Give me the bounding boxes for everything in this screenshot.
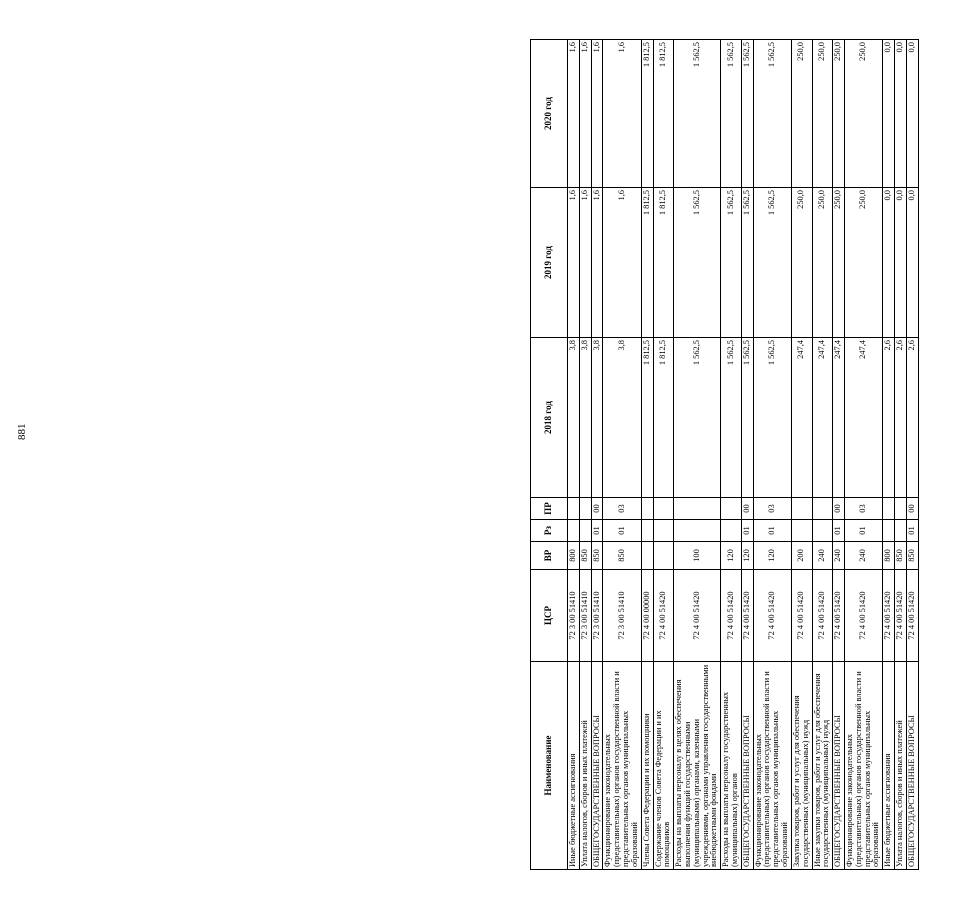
cell-2019: 1 562,5 xyxy=(721,188,742,338)
table-row xyxy=(591,40,603,870)
cell-rz xyxy=(579,520,591,542)
cell-pr xyxy=(674,498,721,520)
cell-vr xyxy=(653,542,674,570)
cell-rz: 01 xyxy=(591,520,603,542)
cell-2019: 0,0 xyxy=(895,188,907,338)
header-rz: Рз xyxy=(531,520,568,542)
cell-csr: 72 3 00 51410 xyxy=(591,570,603,662)
cell-name: ОБЩЕГОСУДАРСТВЕННЫЕ ВОПРОСЫ xyxy=(741,662,753,870)
cell-2020: 0,0 xyxy=(895,40,907,188)
cell-2020: 1 812,5 xyxy=(641,40,653,188)
cell-vr xyxy=(641,542,653,570)
cell-rz xyxy=(883,520,895,542)
cell-2020: 250,0 xyxy=(844,40,882,188)
cell-rz xyxy=(674,520,721,542)
cell-2018: 3,8 xyxy=(603,338,641,498)
cell-csr: 72 4 00 51420 xyxy=(833,570,845,662)
cell-pr: 03 xyxy=(844,498,882,520)
cell-csr: 72 4 00 51420 xyxy=(906,570,918,662)
cell-2020: 250,0 xyxy=(791,40,812,188)
cell-rz: 01 xyxy=(753,520,791,542)
table-row xyxy=(753,40,791,870)
table-row xyxy=(906,40,918,870)
cell-pr xyxy=(812,498,833,520)
cell-rz xyxy=(568,520,580,542)
cell-2018: 2,6 xyxy=(895,338,907,498)
cell-vr: 200 xyxy=(791,542,812,570)
cell-name: ОБЩЕГОСУДАРСТВЕННЫЕ ВОПРОСЫ xyxy=(906,662,918,870)
cell-pr xyxy=(653,498,674,520)
cell-2019: 250,0 xyxy=(833,188,845,338)
cell-vr: 850 xyxy=(591,542,603,570)
cell-rz: 01 xyxy=(603,520,641,542)
cell-csr: 72 4 00 51420 xyxy=(812,570,833,662)
cell-name: Содержание членов Совета Федерации и их помощников xyxy=(653,662,674,870)
cell-2018: 247,4 xyxy=(812,338,833,498)
cell-pr: 00 xyxy=(833,498,845,520)
cell-2020: 1 812,5 xyxy=(653,40,674,188)
cell-2018: 3,8 xyxy=(591,338,603,498)
cell-vr: 850 xyxy=(603,542,641,570)
cell-name: Функционирование законодательных (представительных) органов государственной власти и представительных органов муниципальных образований xyxy=(753,662,791,870)
cell-2020: 0,0 xyxy=(883,40,895,188)
cell-name: Закупка товаров, работ и услуг для обеспечения государственных (муниципальных) нужд xyxy=(791,662,812,870)
cell-pr: 00 xyxy=(906,498,918,520)
cell-2018: 247,4 xyxy=(833,338,845,498)
cell-vr: 850 xyxy=(579,542,591,570)
cell-name: ОБЩЕГОСУДАРСТВЕННЫЕ ВОПРОСЫ xyxy=(591,662,603,870)
cell-pr: 03 xyxy=(603,498,641,520)
cell-pr xyxy=(791,498,812,520)
cell-2019: 1,6 xyxy=(591,188,603,338)
cell-pr xyxy=(579,498,591,520)
cell-vr: 800 xyxy=(883,542,895,570)
cell-2020: 1,6 xyxy=(568,40,580,188)
cell-2019: 0,0 xyxy=(906,188,918,338)
cell-rz: 01 xyxy=(833,520,845,542)
table-row xyxy=(883,40,895,870)
table-header-row xyxy=(531,40,568,870)
cell-csr: 72 4 00 51420 xyxy=(883,570,895,662)
table-row xyxy=(791,40,812,870)
cell-2019: 1 562,5 xyxy=(674,188,721,338)
cell-2020: 1 562,5 xyxy=(674,40,721,188)
cell-name: Расходы на выплаты персоналу государственных (муниципальных) органов xyxy=(721,662,742,870)
cell-2018: 247,4 xyxy=(791,338,812,498)
header-name: Наименование xyxy=(531,662,568,870)
table-row xyxy=(603,40,641,870)
cell-pr: 03 xyxy=(753,498,791,520)
cell-2018: 1 562,5 xyxy=(721,338,742,498)
cell-pr: 00 xyxy=(591,498,603,520)
cell-rz xyxy=(895,520,907,542)
cell-csr: 72 4 00 51420 xyxy=(741,570,753,662)
cell-name: Иные бюджетные ассигнования xyxy=(568,662,580,870)
cell-2020: 1 562,5 xyxy=(741,40,753,188)
cell-2018: 3,8 xyxy=(568,338,580,498)
cell-vr: 240 xyxy=(833,542,845,570)
cell-vr: 850 xyxy=(906,542,918,570)
cell-pr xyxy=(568,498,580,520)
cell-2020: 1,6 xyxy=(591,40,603,188)
cell-name: Расходы на выплаты персоналу в целях обеспечения выполнения функций государственными (муниципальными) органами, казенными учреждениями, органами управления государственными внебюджетными фондами xyxy=(674,662,721,870)
cell-rz xyxy=(791,520,812,542)
cell-csr: 72 4 00 51420 xyxy=(844,570,882,662)
cell-2020: 1 562,5 xyxy=(753,40,791,188)
cell-name: Функционирование законодательных (представительных) органов государственной власти и представительных органов муниципальных образований xyxy=(844,662,882,870)
cell-2019: 1 812,5 xyxy=(641,188,653,338)
table-row xyxy=(833,40,845,870)
cell-name: Уплата налогов, сборов и иных платежей xyxy=(579,662,591,870)
cell-2020: 250,0 xyxy=(833,40,845,188)
cell-name: Иные закупки товаров, работ и услуг для обеспечения государственных (муниципальных) нужд xyxy=(812,662,833,870)
cell-2019: 1 562,5 xyxy=(753,188,791,338)
cell-2019: 1,6 xyxy=(579,188,591,338)
header-pr: ПР xyxy=(531,498,568,520)
cell-rz xyxy=(641,520,653,542)
cell-csr: 72 3 00 51410 xyxy=(568,570,580,662)
cell-2018: 1 562,5 xyxy=(753,338,791,498)
cell-csr: 72 4 00 51420 xyxy=(753,570,791,662)
cell-2020: 0,0 xyxy=(906,40,918,188)
cell-csr: 72 4 00 51420 xyxy=(653,570,674,662)
table-row xyxy=(844,40,882,870)
cell-2020: 1,6 xyxy=(579,40,591,188)
cell-rz: 01 xyxy=(741,520,753,542)
cell-csr: 72 4 00 51420 xyxy=(791,570,812,662)
budget-table xyxy=(530,39,919,870)
cell-2018: 2,6 xyxy=(883,338,895,498)
cell-rz xyxy=(653,520,674,542)
cell-vr: 120 xyxy=(753,542,791,570)
cell-vr: 120 xyxy=(741,542,753,570)
cell-2020: 1,6 xyxy=(603,40,641,188)
cell-2018: 3,8 xyxy=(579,338,591,498)
table-row xyxy=(721,40,742,870)
cell-pr xyxy=(641,498,653,520)
cell-pr xyxy=(895,498,907,520)
cell-vr: 800 xyxy=(568,542,580,570)
table-row xyxy=(674,40,721,870)
table-row xyxy=(812,40,833,870)
cell-csr: 72 4 00 00000 xyxy=(641,570,653,662)
cell-2019: 250,0 xyxy=(844,188,882,338)
cell-2018: 1 812,5 xyxy=(653,338,674,498)
cell-name: Уплата налогов, сборов и иных платежей xyxy=(895,662,907,870)
cell-2019: 0,0 xyxy=(883,188,895,338)
table-body xyxy=(568,40,919,870)
cell-name: Члены Совета Федерации и их помощники xyxy=(641,662,653,870)
cell-2019: 1,6 xyxy=(568,188,580,338)
cell-pr xyxy=(883,498,895,520)
cell-pr xyxy=(721,498,742,520)
cell-csr: 72 4 00 51420 xyxy=(721,570,742,662)
cell-rz xyxy=(721,520,742,542)
cell-2018: 247,4 xyxy=(844,338,882,498)
cell-vr: 240 xyxy=(844,542,882,570)
cell-2019: 1 562,5 xyxy=(741,188,753,338)
header-csr: ЦСР xyxy=(531,570,568,662)
header-2020: 2020 год xyxy=(531,40,568,188)
cell-rz: 01 xyxy=(906,520,918,542)
cell-2019: 250,0 xyxy=(791,188,812,338)
cell-pr: 00 xyxy=(741,498,753,520)
cell-csr: 72 4 00 51420 xyxy=(674,570,721,662)
cell-2018: 1 562,5 xyxy=(741,338,753,498)
cell-csr: 72 3 00 51410 xyxy=(603,570,641,662)
cell-name: Функционирование законодательных (представительных) органов государственной власти и представительных органов муниципальных образований xyxy=(603,662,641,870)
cell-2019: 1,6 xyxy=(603,188,641,338)
cell-2019: 250,0 xyxy=(812,188,833,338)
cell-vr: 100 xyxy=(674,542,721,570)
cell-2018: 1 562,5 xyxy=(674,338,721,498)
table-row xyxy=(579,40,591,870)
cell-rz: 01 xyxy=(844,520,882,542)
table-row xyxy=(568,40,580,870)
cell-2018: 2,6 xyxy=(906,338,918,498)
cell-csr: 72 3 00 51410 xyxy=(579,570,591,662)
header-2019: 2019 год xyxy=(531,188,568,338)
cell-2019: 1 812,5 xyxy=(653,188,674,338)
cell-csr: 72 4 00 51420 xyxy=(895,570,907,662)
table-row xyxy=(653,40,674,870)
header-vr: ВР xyxy=(531,542,568,570)
table-row xyxy=(641,40,653,870)
cell-name: ОБЩЕГОСУДАРСТВЕННЫЕ ВОПРОСЫ xyxy=(833,662,845,870)
cell-2020: 250,0 xyxy=(812,40,833,188)
cell-name: Иные бюджетные ассигнования xyxy=(883,662,895,870)
cell-2020: 1 562,5 xyxy=(721,40,742,188)
cell-vr: 240 xyxy=(812,542,833,570)
table-row xyxy=(741,40,753,870)
cell-rz xyxy=(812,520,833,542)
header-2018: 2018 год xyxy=(531,338,568,498)
table-row xyxy=(895,40,907,870)
cell-vr: 850 xyxy=(895,542,907,570)
rotated-page xyxy=(530,40,980,870)
cell-vr: 120 xyxy=(721,542,742,570)
cell-2018: 1 812,5 xyxy=(641,338,653,498)
page-number: 881 xyxy=(16,423,28,440)
